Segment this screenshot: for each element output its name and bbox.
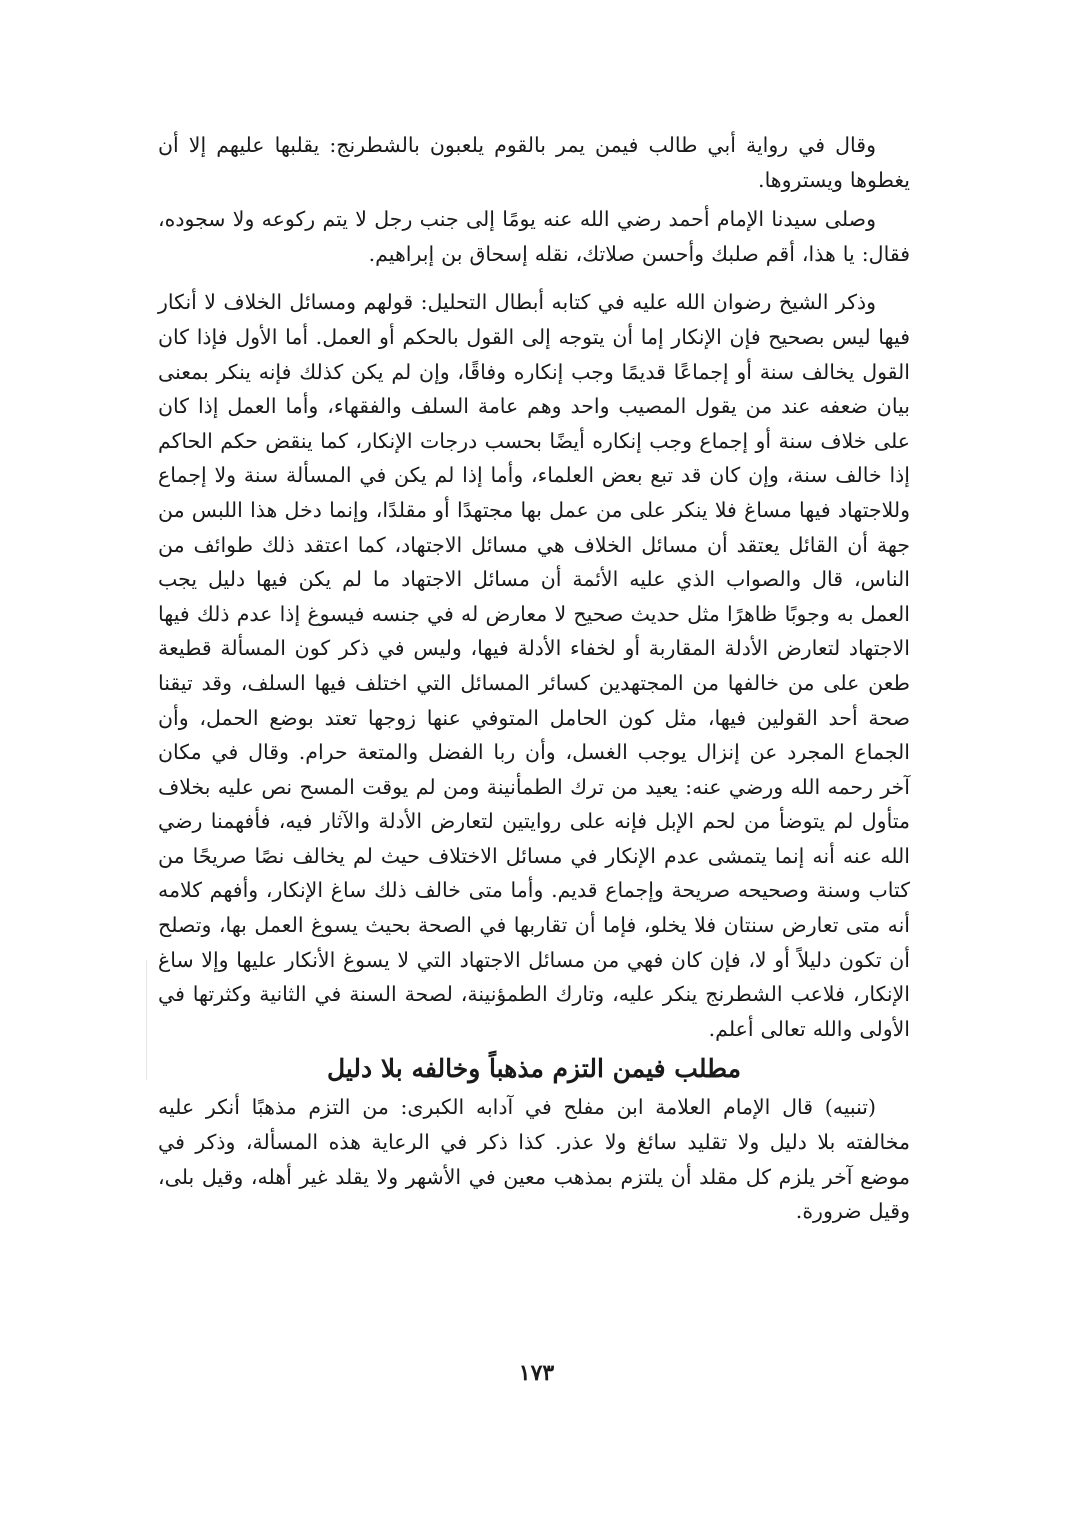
scan-margin-line xyxy=(146,960,147,1080)
page-number: ١٧٣ xyxy=(518,1360,555,1386)
paragraph-chess: وقال في رواية أبي طالب فيمن يمر بالقوم يلعبون بالشطرنج: يقلبها عليهم إلا أن يغطوها ويستروها. xyxy=(158,133,910,192)
page-body xyxy=(158,128,910,1229)
paragraph-note: (تنبيه) قال الإمام العلامة ابن مفلح في آدابه الكبرى: من التزم مذهبًا أنكر عليه مخالفته بلا دليل ولا تقليد سائغ ولا عذر. كذا ذكر في الرعاية هذه المسألة، وذكر في موضع آخر يلزم كل مقلد أن يلتزم بمذهب معين في الأشهر ولا يقلد غير أهله، وقيل بلى، وقيل ضرورة. xyxy=(158,1095,910,1224)
section-heading: مطلب فيمن التزم مذهباً وخالفه بلا دليل xyxy=(326,1054,742,1084)
paragraph-disagreement: وذكر الشيخ رضوان الله عليه في كتابه أبطال التحليل: قولهم ومسائل الخلاف لا أنكار فيها ليس بصحيح فإن الإنكار إما أن يتوجه إلى القول بالحكم أو العمل. أما الأول فإذا كان القول يخالف سنة أو إجماعًا قديمًا وجب إنكاره وفاقًا، وإن لم يكن كذلك فإنه ينكر بمعنى بيان ضعفه عند من يقول المصيب واحد وهم عامة السلف والفقهاء، وأما العمل إذا كان على خلاف سنة أو إجماع وجب إنكاره أيضًا بحسب درجات الإنكار، كما ينقض حكم الحاكم إذا خالف سنة، وإن كان قد تبع بعض العلماء، وأما إذا لم يكن في المسألة سنة ولا إجماع وللاجتهاد فيها مساغ فلا ينكر على من عمل بها مجتهدًا أو مقلدًا، وإنما دخل هذا اللبس من جهة أن القائل يعتقد أن مسائل الخلاف هي مسائل الاجتهاد، كما اعتقد ذلك طوائف من الناس، قال والصواب الذي عليه الأئمة أن مسائل الاجتهاد ما لم يكن فيها دليل يجب العمل به وجوبًا ظاهرًا مثل حديث صحيح لا معارض له في جنسه فيسوغ إذا عدم ذلك فيها الاجتهاد لتعارض الأدلة المقاربة أو لخفاء الأدلة فيها، وليس في ذكر كون المسألة قطيعة طعن على من خالفها من المجتهدين كسائر المسائل التي اختلف فيها السلف، وقد تيقنا صحة أحد القولين فيها، مثل كون الحامل المتوفي عنها زوجها تعتد بوضع الحمل، وأن الجماع المجرد عن إنزال يوجب الغسل، وأن ربا الفضل والمتعة حرام. وقال في مكان آخر رحمه الله ورضي عنه: يعيد من ترك الطمأنينة ومن لم يوقت المسح نص عليه بخلاف متأول لم يتوضأ من لحم الإبل فإنه على روايتين لتعارض الأدلة والآثار فيه، فأفهمنا رضي الله عنه أنه إنما يتمشى عدم الإنكار في مسائل الاختلاف حيث لم يخالف نصًا صريحًا من كتاب وسنة وصحيحه صريحة وإجماع قديم. وأما متى خالف ذلك ساغ الإنكار، وأفهم كلامه أنه متى تعارض سنتان فلا يخلو، فإما أن تقاربها في الصحة بحيث يسوغ العمل بها، وتصلح أن تكون دليلاً أو لا، فإن كان فهي من مسائل الاجتهاد التي لا يسوغ الأنكار عليها وإلا ساغ الإنكار، فلاعب الشطرنج ينكر عليه، وتارك الطمؤنينة، لصحة السنة في الثانية وكثرتها في الأولى والله تعالى أعلم. xyxy=(158,290,910,1041)
paragraph-prayer: وصلى سيدنا الإمام أحمد رضي الله عنه يومًا إلى جنب رجل لا يتم ركوعه ولا سجوده، فقال: يا هذا، أقم صلبك وأحسن صلاتك، نقله إسحاق بن إبراهيم. xyxy=(158,207,910,266)
